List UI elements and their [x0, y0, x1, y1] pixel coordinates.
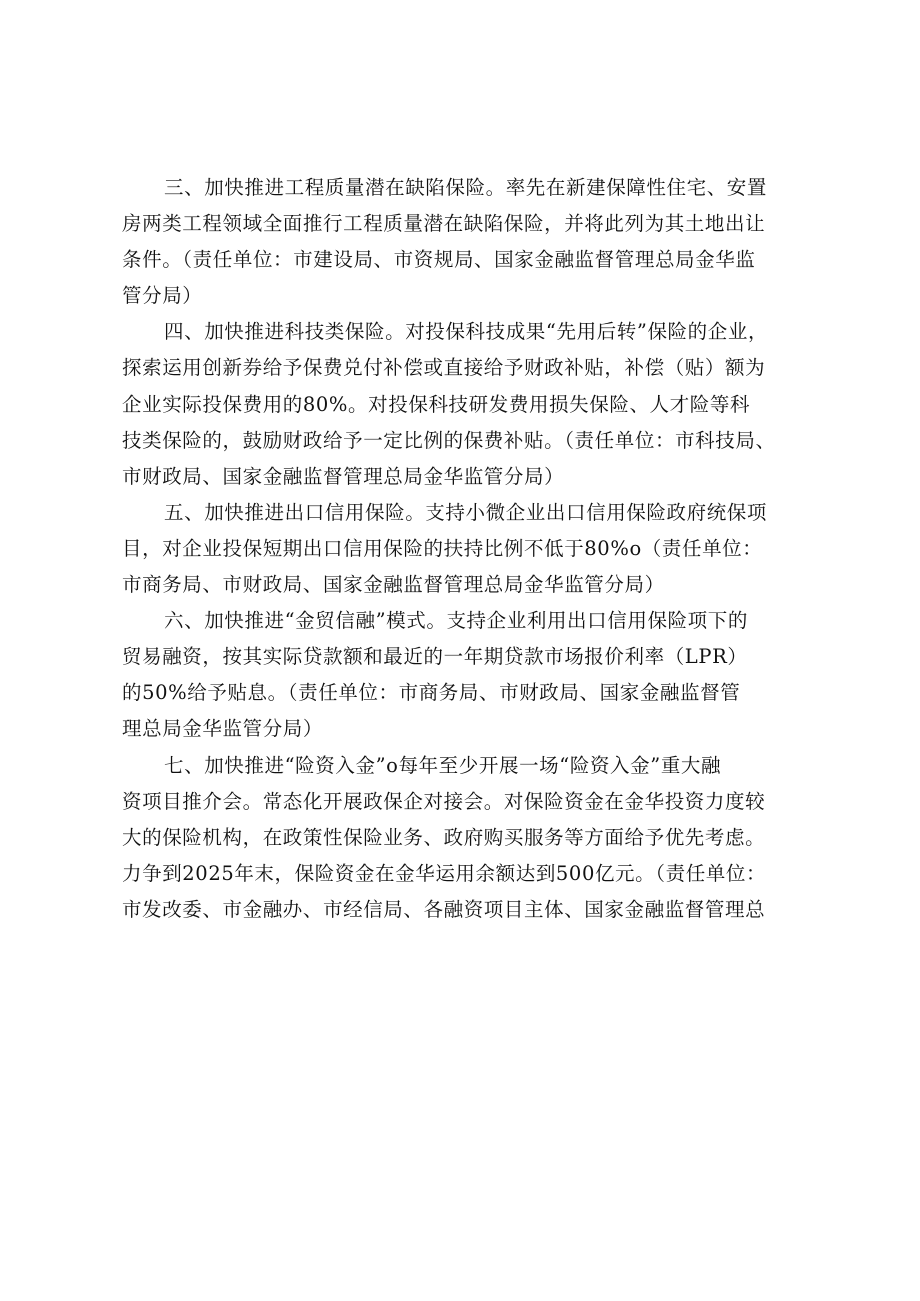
paragraph-7-line-5: 市发改委、市金融办、市经信局、各融资项目主体、国家金融监督管理总: [122, 897, 766, 921]
paragraph-7-line-4: 力争到2025年末，保险资金在金华运用余额达到500亿元。（责任单位：: [122, 861, 767, 885]
paragraph-3-line-2: 房两类工程领域全面推行工程质量潜在缺陷保险，并将此列为其土地出让: [122, 212, 766, 236]
paragraph-4-line-3: 企业实际投保费用的80%。对投保科技研发费用损失保险、人才险等科: [122, 392, 751, 416]
paragraph-3-line-3: 条件。（责任单位：市建设局、市资规局、国家金融监督管理总局金华监: [122, 248, 756, 272]
paragraph-7-line-3: 大的保险机构，在政策性保险业务、政府购买服务等方面给予优先考虑。: [122, 825, 766, 849]
paragraph-4-line-2: 探索运用创新券给予保费兑付补偿或直接给予财政补贴，补偿（贴）额为: [122, 356, 766, 380]
paragraph-5-line-2: 目，对企业投保短期出口信用保险的扶持比例不低于80%o（责任单位：: [122, 536, 763, 560]
document-body: [122, 170, 812, 928]
paragraph-6-line-2: 贸易融资，按其实际贷款额和最近的一年期贷款市场报价利率（LPR）: [122, 645, 748, 669]
paragraph-5-line-1: 五、加快推进出口信用保险。支持小微企业出口信用保险政府统保项: [164, 500, 768, 524]
paragraph-3-line-1: 三、加快推进工程质量潜在缺陷保险。率先在新建保障性住宅、安置: [164, 176, 768, 199]
paragraph-7-line-1: 七、加快推进“险资入金”o每年至少开展一场“险资入金”重大融: [164, 753, 722, 777]
paragraph-4-line-5: 市财政局、国家金融监督管理总局金华监管分局）: [122, 464, 565, 488]
paragraph-6-line-4: 理总局金华监管分局）: [122, 717, 324, 741]
paragraph-4-line-1: 四、加快推进科技类保险。对投保科技成果“先用后转”保险的企业，: [164, 320, 769, 344]
paragraph-7-line-2: 资项目推介会。常态化开展政保企对接会。对保险资金在金华投资力度较: [122, 789, 766, 813]
paragraph-6-line-3: 的50%给予贴息。（责任单位：市商务局、市财政局、国家金融监督管: [122, 681, 741, 705]
paragraph-4-line-4: 技类保险的，鼓励财政给予一定比例的保费补贴。（责任单位：市科技局、: [122, 428, 776, 452]
paragraph-3-line-4: 管分局）: [122, 284, 203, 308]
paragraph-5-line-3: 市商务局、市财政局、国家金融监督管理总局金华监管分局）: [122, 573, 665, 597]
paragraph-6-line-1: 六、加快推进“金贸信融”模式。支持企业利用出口信用保险项下的: [164, 609, 748, 633]
